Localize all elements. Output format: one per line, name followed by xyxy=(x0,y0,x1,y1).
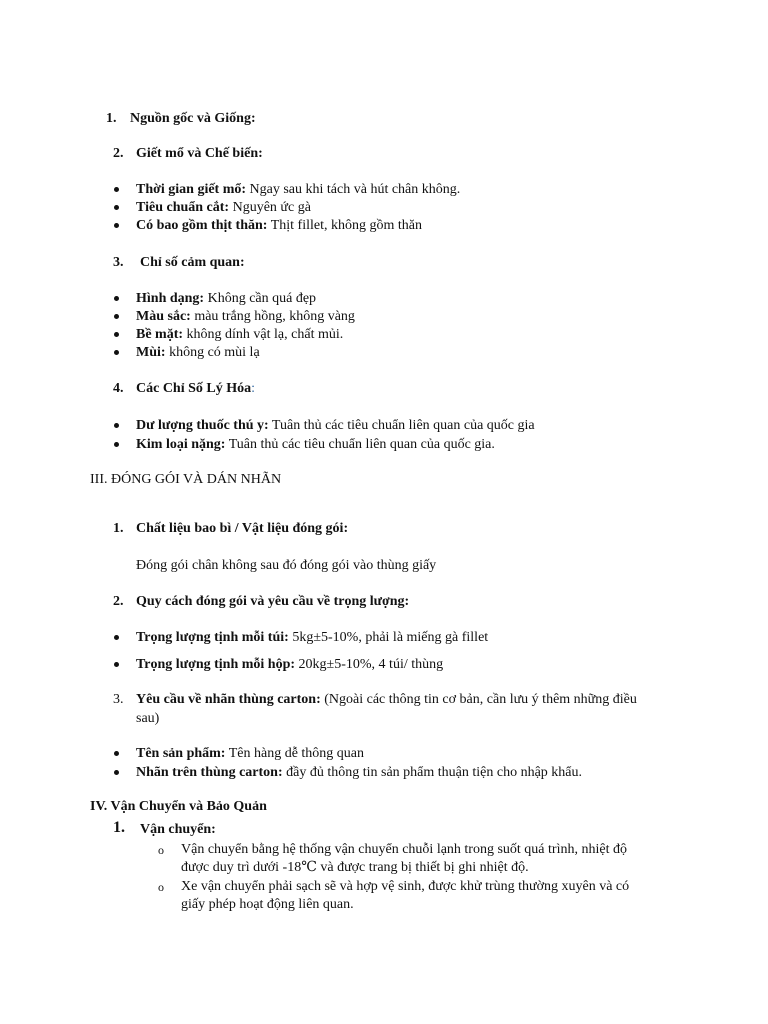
heading-1-number: 1. xyxy=(106,111,117,126)
heading-slaughter-processing: Giết mổ và Chế biến: xyxy=(136,146,263,161)
bullet-icon xyxy=(114,205,119,210)
list-item: Trọng lượng tịnh mỗi hộp: 20kg±5-10%, 4 túi/ thùng xyxy=(136,657,444,672)
heading-transport: Vận chuyển: xyxy=(140,822,216,837)
heading-packaging-material: Chất liệu bao bì / Vật liệu đóng gói: xyxy=(136,521,349,536)
list-item: Có bao gồm thịt thăn: Thịt fillet, không gồm thăn xyxy=(136,218,422,233)
list-item: Màu sắc: màu trắng hồng, không vàng xyxy=(136,309,355,324)
bullet-icon xyxy=(114,314,119,319)
circle-bullet-icon: o xyxy=(158,843,164,857)
carton-label-requirement: Yêu cầu về nhãn thùng carton: (Ngoài các thông tin cơ bản, cần lưu ý thêm những điều xyxy=(136,692,637,707)
sub-item-line: được duy trì dưới -18℃ và được trang bị thiết bị ghi nhiệt độ. xyxy=(181,860,529,875)
section-title-transport-storage: IV. Vận Chuyển và Bảo Quản xyxy=(90,799,267,814)
list-item: Tiêu chuẩn cắt: Nguyên ức gà xyxy=(136,200,311,215)
transport-item-number: 1. xyxy=(113,819,125,836)
bullet-icon xyxy=(114,442,119,447)
list-item: Mùi: không có mùi lạ xyxy=(136,345,260,360)
item-1-number: 1. xyxy=(113,521,124,536)
list-item: Tên sản phẩm: Tên hàng dễ thông quan xyxy=(136,746,365,761)
heading-physicochemical: Các Chỉ Số Lý Hóa: xyxy=(136,381,256,396)
bullet-icon xyxy=(114,751,119,756)
list-item: Nhãn trên thùng carton: đầy đủ thông tin sản phẩm thuận tiện cho nhập khẩu. xyxy=(136,765,583,780)
carton-label-requirement-cont: sau) xyxy=(136,711,160,726)
sub-item-line: giấy phép hoạt động liên quan. xyxy=(181,897,354,912)
sub-item-line: Xe vận chuyển phải sạch sẽ và hợp vệ sinh, được khử trùng thường xuyên và có xyxy=(181,879,630,894)
heading-2-number: 2. xyxy=(113,146,124,161)
list-item: Thời gian giết mổ: Ngay sau khi tách và hút chân không. xyxy=(136,182,461,197)
list-item: Kim loại nặng: Tuân thủ các tiêu chuẩn liên quan của quốc gia. xyxy=(136,437,495,452)
list-item: Dư lượng thuốc thú y: Tuân thủ các tiêu chuẩn liên quan của quốc gia xyxy=(136,418,535,433)
bullet-icon xyxy=(114,332,119,337)
heading-packing-spec: Quy cách đóng gói và yêu cầu về trọng lượng: xyxy=(136,594,410,609)
list-item: Hình dạng: Không cần quá đẹp xyxy=(136,291,317,306)
item-3-number: 3. xyxy=(113,692,124,707)
bullet-icon xyxy=(114,223,119,228)
section-title-packaging: III. ĐÓNG GÓI VÀ DÁN NHÃN xyxy=(90,472,282,487)
bullet-icon xyxy=(114,423,119,428)
list-item: Trọng lượng tịnh mỗi túi: 5kg±5-10%, phải là miếng gà fillet xyxy=(136,630,489,645)
bullet-icon xyxy=(114,187,119,192)
circle-bullet-icon: o xyxy=(158,880,164,894)
item-2-number: 2. xyxy=(113,594,124,609)
bullet-icon xyxy=(114,770,119,775)
heading-sensory-indicators: Chỉ số cảm quan: xyxy=(140,255,245,270)
bullet-icon xyxy=(114,635,119,640)
bullet-icon xyxy=(114,350,119,355)
heading-4-number: 4. xyxy=(113,381,124,396)
heading-origin-breed: Nguồn gốc và Giống: xyxy=(130,111,256,126)
bullet-icon xyxy=(114,662,119,667)
sub-item-line: Vận chuyển bằng hệ thống vận chuyển chuỗi lạnh trong suốt quá trình, nhiệt độ xyxy=(181,842,627,857)
packaging-material-text: Đóng gói chân không sau đó đóng gói vào thùng giấy xyxy=(136,558,437,573)
bullet-icon xyxy=(114,296,119,301)
heading-3-number: 3. xyxy=(113,255,124,270)
list-item: Bề mặt: không dính vật lạ, chất mủi. xyxy=(136,327,344,342)
